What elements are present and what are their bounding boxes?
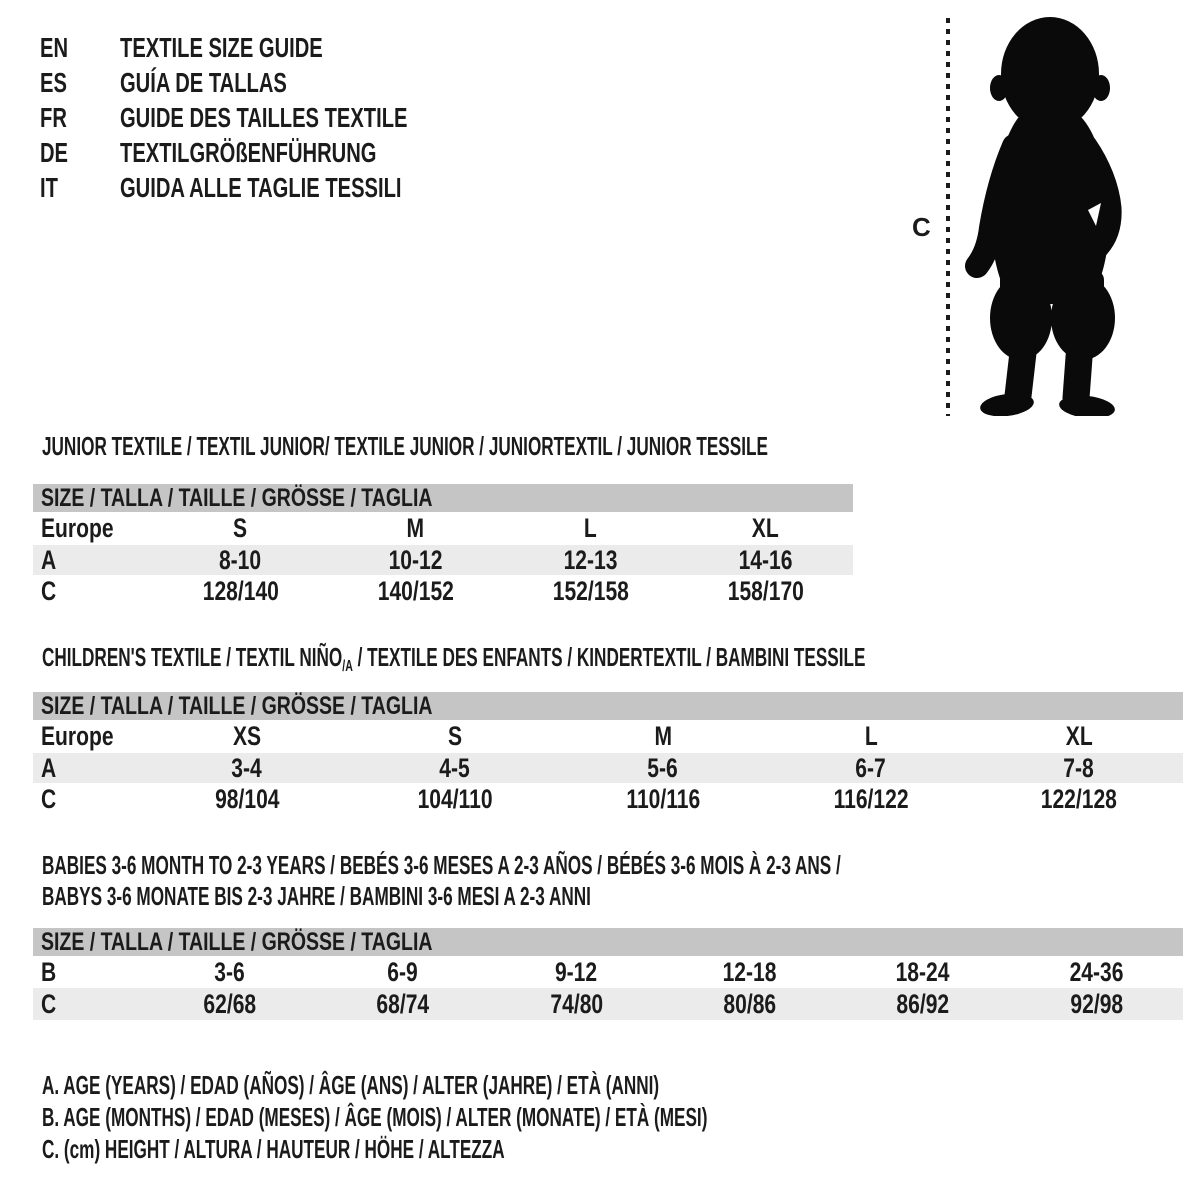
size-column-label: XS [232, 721, 262, 751]
size-column-label: S [233, 513, 248, 543]
junior-columns-row [33, 512, 853, 545]
children-heading-post: / TEXTILE DES ENFANTS / KINDERTEXTIL / BAMBINI TESSILE [352, 642, 866, 672]
size-column-label: L [864, 721, 878, 751]
size-column-label: S [447, 721, 463, 751]
table-value: 24-36 [1069, 956, 1124, 987]
table-value: 74/80 [549, 988, 603, 1019]
babies-heading-line2: BABYS 3-6 MONATE BIS 2-3 JAHRE / BAMBINI 3-6 MESI A 2-3 ANNI [42, 881, 591, 911]
babies-months-row [33, 956, 1183, 988]
table-value: 12-13 [563, 545, 618, 575]
height-dashed-line [946, 18, 950, 416]
children-heading-sub: /A [342, 658, 353, 675]
guide-title: GUIDE DES TAILLES TEXTILE [120, 102, 408, 133]
size-header-text: SIZE / TALLA / TAILLE / GRÖSSE / TAGLIA [41, 928, 433, 956]
babies-size-table [33, 928, 1183, 1020]
table-value: 152/158 [552, 576, 629, 606]
table-value: 14-16 [738, 545, 793, 575]
junior-height-row [33, 575, 853, 608]
language-code: ES [40, 67, 67, 98]
row-label: A [41, 545, 57, 575]
table-value: 7-8 [1063, 753, 1095, 783]
height-measure-label: C [912, 212, 931, 242]
language-row [40, 135, 519, 170]
table-value: 3-6 [214, 956, 245, 987]
children-heading-pre: CHILDREN'S TEXTILE / TEXTIL NIÑO [42, 642, 343, 672]
junior-age-row [33, 545, 853, 575]
size-column-label: M [654, 721, 672, 751]
guide-title: GUIDA ALLE TAGLIE TESSILI [120, 172, 402, 203]
table-value: 122/128 [1040, 784, 1118, 814]
size-column-label: XL [752, 513, 779, 543]
table-value: 62/68 [203, 988, 257, 1019]
size-header-text: SIZE / TALLA / TAILLE / GRÖSSE / TAGLIA [41, 484, 433, 512]
junior-section-heading [42, 433, 1142, 459]
row-label: B [41, 956, 57, 987]
language-code: IT [40, 172, 58, 203]
table-value: 8-10 [219, 545, 262, 575]
language-row [40, 65, 519, 100]
table-value: 98/104 [214, 784, 280, 814]
region-label: Europe [41, 513, 114, 543]
language-code: DE [40, 137, 69, 168]
row-label: C [41, 988, 57, 1019]
table-value: 86/92 [896, 988, 950, 1019]
children-height-row [33, 783, 1183, 816]
size-header-text: SIZE / TALLA / TAILLE / GRÖSSE / TAGLIA [41, 692, 433, 720]
row-label: A [41, 753, 57, 783]
children-age-row [33, 753, 1183, 783]
table-value: 12-18 [722, 956, 777, 987]
babies-height-row [33, 988, 1183, 1020]
legend-line-a: A. AGE (YEARS) / EDAD (AÑOS) / ÂGE (ANS) / ALTER (JAHRE) / ETÀ (ANNI) [42, 1070, 660, 1100]
toddler-silhouette-icon [962, 14, 1138, 416]
size-column-label: XL [1065, 721, 1093, 751]
size-column-label: L [584, 513, 597, 543]
babies-section-heading [42, 850, 1200, 912]
language-title-list [40, 30, 519, 205]
babies-size-header-bar [33, 928, 1183, 956]
language-code: FR [40, 102, 67, 133]
children-columns-row [33, 720, 1183, 753]
guide-title: TEXTILGRÖßENFÜHRUNG [120, 137, 377, 168]
table-value: 104/110 [417, 784, 493, 814]
junior-size-header-bar [33, 484, 853, 512]
guide-title: GUÍA DE TALLAS [120, 67, 287, 98]
guide-title: TEXTILE SIZE GUIDE [120, 32, 323, 63]
table-value: 18-24 [896, 956, 950, 987]
junior-size-table [33, 484, 853, 608]
children-size-header-bar [33, 692, 1183, 720]
table-value: 5-6 [647, 753, 679, 783]
table-value: 6-9 [387, 956, 419, 987]
legend-line-b: B. AGE (MONTHS) / EDAD (MESES) / ÂGE (MOIS) / ALTER (MONATE) / ETÀ (MESI) [42, 1102, 708, 1132]
table-value: 128/140 [202, 576, 279, 606]
table-value: 68/74 [376, 988, 430, 1019]
table-value: 3-4 [231, 753, 263, 783]
table-value: 116/122 [833, 784, 909, 814]
table-value: 80/86 [723, 988, 777, 1019]
table-value: 6-7 [855, 753, 887, 783]
children-section-heading [42, 644, 1200, 680]
table-value: 10-12 [388, 545, 443, 575]
table-value: 92/98 [1069, 988, 1123, 1019]
children-size-table [33, 692, 1183, 816]
region-label: Europe [41, 721, 114, 751]
table-value: 110/116 [626, 784, 700, 814]
measurement-legend [42, 1069, 1050, 1165]
language-row [40, 170, 519, 205]
table-value: 9-12 [555, 956, 598, 987]
language-row [40, 100, 519, 135]
babies-heading-line1: BABIES 3-6 MONTH TO 2-3 YEARS / BEBÉS 3-6 MESES A 2-3 AÑOS / BÉBÉS 3-6 MOIS À 2-3 ANS / [42, 850, 841, 880]
table-value: 4-5 [439, 753, 471, 783]
row-label: C [41, 784, 57, 814]
language-code: EN [40, 32, 69, 63]
table-value: 140/152 [377, 576, 454, 606]
table-value: 158/170 [727, 576, 804, 606]
junior-section-heading-text: JUNIOR TEXTILE / TEXTIL JUNIOR/ TEXTILE JUNIOR / JUNIORTEXTIL / JUNIOR TESSILE [42, 431, 768, 461]
language-row [40, 30, 519, 65]
row-label: C [41, 576, 57, 606]
legend-line-c: C. (cm) HEIGHT / ALTURA / HAUTEUR / HÖHE / ALTEZZA [42, 1134, 505, 1164]
size-column-label: M [406, 513, 425, 543]
